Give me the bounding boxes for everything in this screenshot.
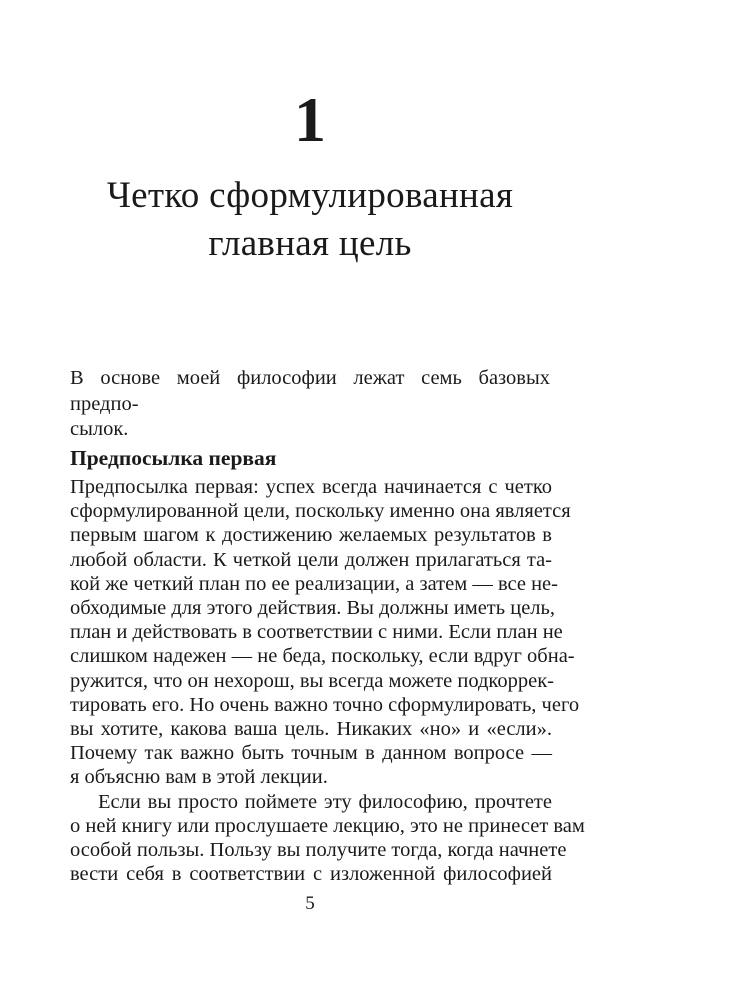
intro-paragraph <box>70 366 550 443</box>
chapter-title-line-1: Четко сформулированная <box>106 175 514 216</box>
page-number: 5 <box>305 893 315 914</box>
text-line: обходимые для этого действия. Вы должны иметь цель, <box>70 597 556 620</box>
text-line: вести себя в соответствии с изложенной философией <box>70 863 552 886</box>
text-line: план и действовать в соответствии с ними. Если план не <box>70 621 563 644</box>
body-text <box>70 475 585 886</box>
section-heading: Предпосылка первая <box>70 446 277 470</box>
text-line: сформулированной цели, поскольку именно она является <box>70 500 571 523</box>
text-line: первым шагом к достижению желаемых результатов в <box>70 524 552 547</box>
text-line: слишком надежен — не беда, поскольку, если вдруг обна- <box>70 645 575 668</box>
text-line: любой области. К четкой цели должен прилагаться та- <box>70 548 552 571</box>
text-line: кой же четкий план по ее реализации, а затем — все не- <box>70 572 558 595</box>
text-line: тировать его. Но очень важно точно сформулировать, чего <box>70 693 580 716</box>
text-line: особой пользы. Пользу вы получите тогда, когда начнете <box>70 839 567 862</box>
text-line: ружится, что он нехорош, вы всегда можете подкоррек- <box>70 669 554 692</box>
intro-line-1: В основе моей философии лежат семь базовых предпо- <box>70 367 550 415</box>
text-line: я объясню вам в этой лекции. <box>70 766 328 789</box>
text-line: Почему так важно быть точным в данном вопросе — <box>70 742 552 765</box>
text-line: о ней книгу или прослушаете лекцию, это не принесет вам <box>70 814 585 837</box>
text-line: вы хотите, какова ваша цель. Никаких «но» и «если». <box>70 718 552 741</box>
text-line: Предпосылка первая: успех всегда начинается с четко <box>70 476 552 498</box>
chapter-number: 1 <box>294 84 326 155</box>
chapter-title-line-2: главная цель <box>208 223 412 264</box>
intro-line-2: сылок. <box>70 418 129 440</box>
text-line: Если вы просто поймете эту философию, прочтете <box>98 790 552 813</box>
chapter-title <box>0 172 620 268</box>
